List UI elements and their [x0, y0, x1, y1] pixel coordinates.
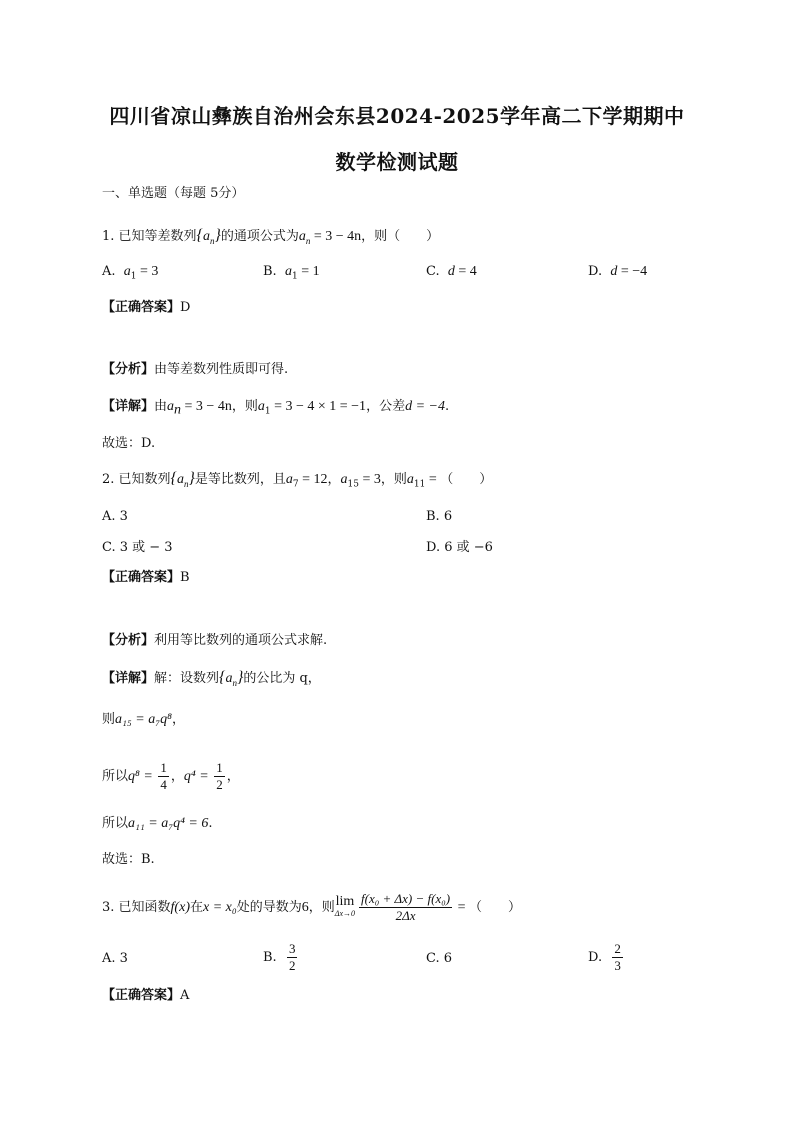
q2-option-d[interactable]: D. 6 或 −6: [426, 540, 493, 555]
q1-stem-prefix: 1. 已知等差数列: [102, 229, 197, 244]
q2-step-1: 则a₁₅ = a₇q⁸，: [102, 712, 185, 727]
q2-analysis: 【分析】利用等比数列的通项公式求解.: [102, 633, 328, 648]
page-title: 四川省凉山彝族自治州会东县2024-2025学年高二下学期期中: [109, 104, 685, 128]
q2-choice: 故选：B.: [102, 852, 155, 867]
fraction-one-quarter: $\frac{1}{4}$: [160, 760, 167, 792]
q1-formula: $a_n = 3 - 4n$: [298, 229, 362, 246]
q3-option-a[interactable]: A. 3: [102, 951, 128, 966]
q3-stem: 3. 已知函数f(x)在x = x₀处的导数为6，则 lim Δx→0 $\frac{\text{f(x₀ + Δx) − f(x₀)}}{2\Delta x}$ = （ ）: [102, 891, 522, 923]
section-heading: 一、单选题（每题 5分）: [102, 186, 245, 201]
q2-option-a[interactable]: A. 3: [102, 509, 128, 524]
q1-stem-suffix: ，则（ ）: [361, 229, 440, 244]
q2-stem: 2. 已知数列$\{a_n\}$是等比数列，且$a_7 = 12$，$a_{15} = 3$，则$a_{11}$ = （ ）: [102, 470, 493, 490]
q1-option-a[interactable]: A. $a_1 = 3$: [102, 264, 159, 282]
q1-stem-mid: 的通项公式为: [220, 229, 299, 244]
q3-option-b[interactable]: B. $\frac{3}{2}$: [263, 941, 296, 973]
q3-answer: 【正确答案】A: [102, 988, 190, 1003]
limit-operator: lim Δx→0: [334, 893, 356, 918]
q2-answer: 【正确答案】B: [102, 570, 190, 585]
difference-quotient: $\frac{\text{f(x₀ + Δx) − f(x₀)}}{2\Delta x}$: [361, 891, 451, 923]
q2-detail: 【详解】解：设数列$\{a_n\}$的公比为 q，: [102, 669, 321, 688]
q3-option-c[interactable]: C. 6: [426, 951, 453, 966]
q2-step-3: 所以a₁₁ = a₇q⁴ = 6.: [102, 816, 213, 831]
q3-option-d[interactable]: D. $\frac{2}{3}$: [588, 941, 621, 973]
q1-answer: 【正确答案】D: [102, 300, 191, 315]
q1-choice: 故选：D.: [102, 436, 156, 451]
q2-option-c[interactable]: C. 3 或 − 3: [102, 540, 173, 555]
q2-seq: $\{a_n\}$: [170, 470, 195, 489]
q2-option-b[interactable]: B. 6: [426, 509, 453, 524]
fraction-one-half: $\frac{1}{2}$: [216, 760, 223, 792]
q1-option-b[interactable]: B. $a_1 = 1$: [263, 264, 320, 282]
q2-step-2: 所以q⁸ = $\frac{1}{4}$ ，q⁴ = $\frac{1}{2}$ ，: [102, 760, 240, 792]
page-subtitle: 数学检测试题: [335, 150, 459, 174]
q1-stem: [102, 226, 439, 251]
q1-option-d[interactable]: D. d = −4: [588, 264, 648, 279]
q1-analysis: 【分析】由等差数列性质即可得.: [102, 362, 289, 377]
q1-seq: $\{a_n\}$: [196, 227, 221, 246]
q2-detail-seq: $\{a_n\}$: [219, 669, 244, 688]
q1-detail: 【详解】由$a_n = 3 - 4n$，则$a_1 = 3 - 4 \times 1 = -1$，公差d = −4.: [102, 399, 450, 418]
q1-option-c[interactable]: C. d = 4: [426, 264, 477, 279]
